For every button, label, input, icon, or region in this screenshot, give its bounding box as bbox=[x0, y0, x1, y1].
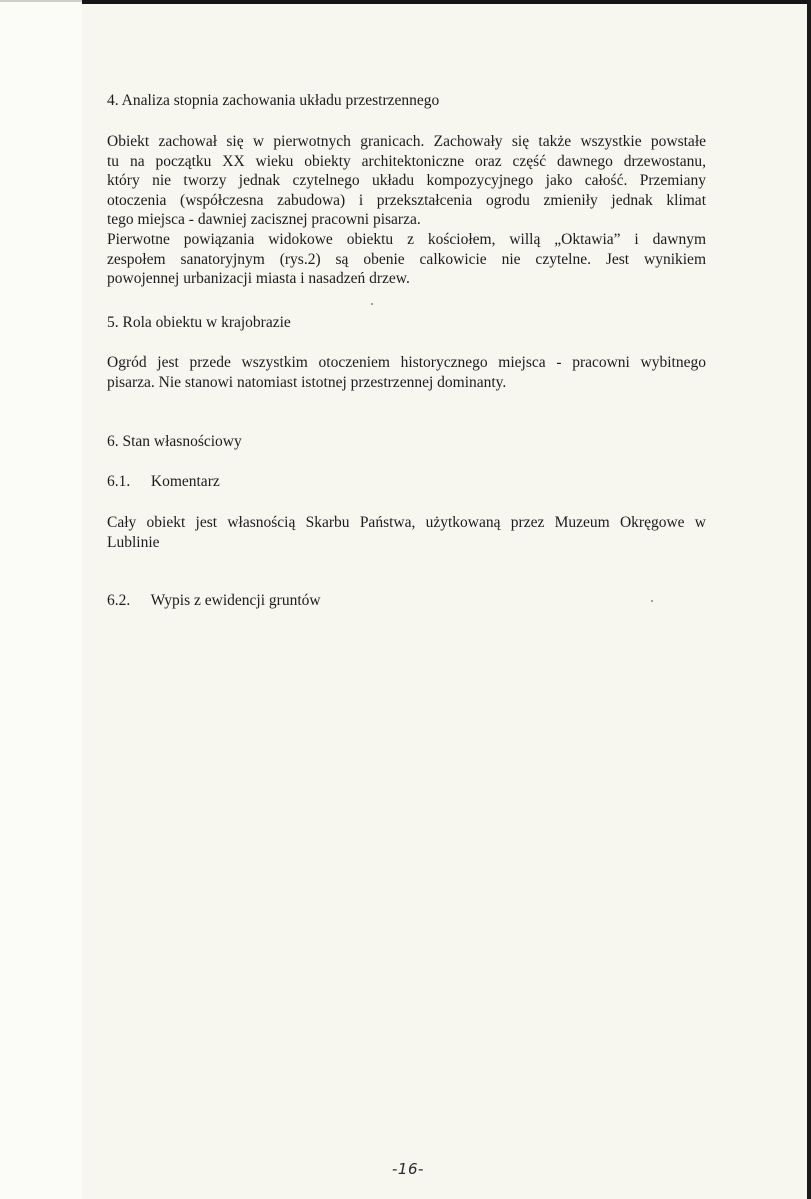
section-5-paragraph bbox=[107, 353, 706, 392]
scan-margin bbox=[0, 0, 82, 1199]
section-4-heading bbox=[107, 91, 439, 110]
section-title: Komentarz bbox=[150, 473, 220, 490]
text-line: otoczenia (współczesna zabudowa) i przekształcenia ogrodu zmieniły jednak klimat bbox=[107, 191, 706, 209]
text-line: który nie tworzy jednak czytelnego układu kompozycyjnego jako całość. Przemiany bbox=[107, 172, 706, 190]
section-5-heading bbox=[107, 313, 291, 332]
section-4-paragraph-2 bbox=[107, 230, 706, 289]
section-6-2-heading bbox=[107, 591, 321, 610]
text-line: powojennej urbanizacji miasta i nasadzeń drzew. bbox=[107, 270, 410, 288]
section-number: 6.1. bbox=[107, 473, 131, 490]
section-6-1-heading bbox=[107, 472, 220, 491]
section-6-1-paragraph bbox=[107, 513, 706, 552]
text-line: Obiekt zachował się w pierwotnych granicach. Zachowały się także wszystkie powstałe bbox=[107, 133, 706, 150]
scan-edge-top-left bbox=[0, 0, 82, 2]
scan-edge-right bbox=[807, 0, 811, 1199]
page-number: -16- bbox=[392, 1160, 424, 1178]
scan-speck bbox=[651, 600, 653, 602]
section-title: Analiza stopnia zachowania układu przestrzennego bbox=[121, 92, 440, 109]
text-line: Pierwotne powiązania widokowe obiektu z kościołem, willą „Oktawia” i dawnym bbox=[107, 231, 706, 248]
text-line: Lublinie bbox=[107, 533, 160, 551]
section-title: Rola obiektu w krajobrazie bbox=[122, 314, 291, 331]
section-number: 6.2. bbox=[107, 592, 131, 609]
section-number: 6. bbox=[107, 433, 119, 450]
text-line: Cały obiekt jest własnością Skarbu Państwa, użytkowaną przez Muzeum Okręgowe w bbox=[107, 514, 706, 531]
scan-edge-top bbox=[82, 0, 811, 4]
section-6-heading bbox=[107, 432, 242, 451]
scan-speck bbox=[371, 303, 373, 305]
section-4-paragraph-1 bbox=[107, 132, 706, 230]
text-line: pisarza. Nie stanowi natomiast istotnej przestrzennej dominanty. bbox=[107, 373, 507, 391]
section-title: Wypis z ewidencji gruntów bbox=[150, 592, 321, 609]
text-line: Ogród jest przede wszystkim otoczeniem historycznego miejsca - pracowni wybitnego bbox=[107, 354, 706, 371]
text-line: zespołem sanatoryjnym (rys.2) są obenie calkowicie nie czytelne. Jest wynikiem bbox=[107, 250, 706, 268]
text-line: tu na początku XX wieku obiekty architektoniczne oraz część dawnego drzewostanu, bbox=[107, 152, 706, 170]
section-number: 4. bbox=[107, 92, 119, 109]
section-number: 5. bbox=[107, 314, 119, 331]
text-line: tego miejsca - dawniej zacisznej pracowni pisarza. bbox=[107, 211, 421, 229]
section-title: Stan własnościowy bbox=[122, 433, 242, 450]
